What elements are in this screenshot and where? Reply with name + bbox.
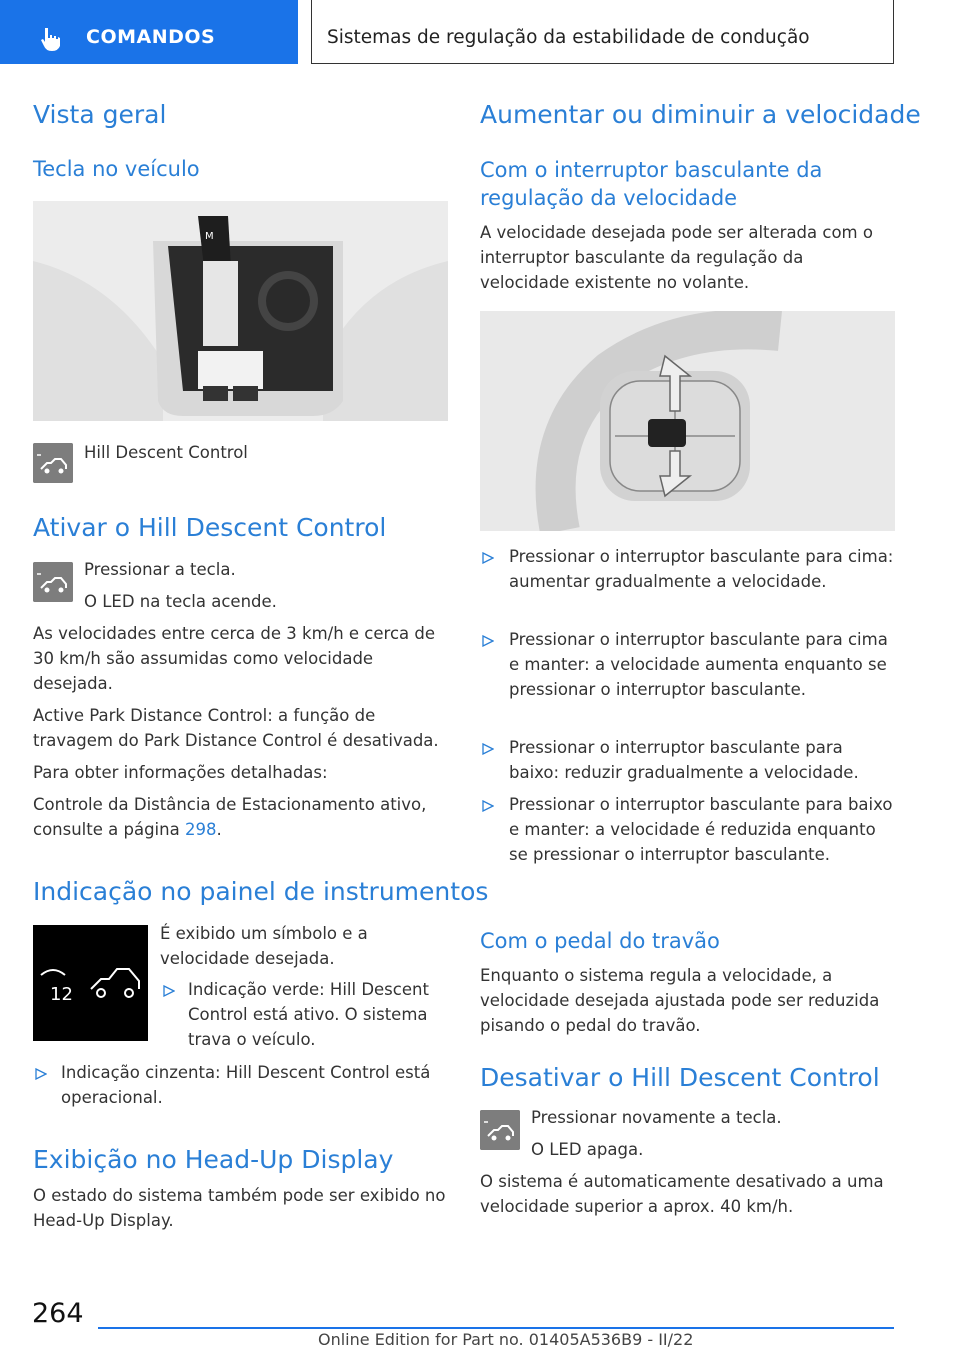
deactivate-step-1: Pressionar novamente a tecla. — [531, 1108, 782, 1127]
button-caption: Hill Descent Control — [84, 443, 248, 462]
section-label: COMANDOS — [86, 26, 216, 48]
cluster-bullet-green: Indicação verde: Hill Descent Control está ativo. O sistema trava o veículo. — [188, 980, 429, 1049]
steering-wheel-image — [480, 311, 895, 531]
bullet-triangle-icon — [35, 1068, 47, 1080]
heading-change-speed: Aumentar ou diminuir a velocidade — [480, 100, 921, 129]
cluster-bullet-grey: Indicação cinzenta: Hill Descent Control está operacional. — [61, 1063, 431, 1107]
rocker-bullet-3: Pressionar o interruptor basculante para baixo: reduzir gradualmente a velocidade. — [509, 738, 859, 782]
activate-paragraph-pdc: Active Park Distance Control: a função de travagem do Park Distance Control é desativada. — [33, 706, 439, 750]
rocker-bullet-2: Pressionar o interruptor basculante para cima e manter: a velocidade aumenta enquanto se pressionar o interruptor basculante. — [509, 630, 888, 699]
bullet-triangle-icon — [482, 635, 494, 647]
svg-text:M: M — [205, 231, 214, 242]
footer-edition: Online Edition for Part no. 01405A536B9 - II/22 — [318, 1330, 694, 1349]
page-298-link[interactable]: 298 — [184, 820, 217, 839]
hill-descent-icon — [480, 1110, 520, 1150]
bullet-triangle-icon — [163, 985, 175, 997]
reference-text: Controle da Distância de Estacionamento ativo, consulte a página — [33, 795, 427, 839]
heading-activate: Ativar o Hill Descent Control — [33, 513, 387, 542]
bullet-triangle-icon — [482, 552, 494, 564]
rocker-bullet-1: Pressionar o interruptor basculante para cima: aumentar gradualmente a velocidade. — [509, 547, 894, 591]
brake-paragraph: Enquanto o sistema regula a velocidade, a velocidade desejada ajustada pode ser reduzida pisando o pedal do travão. — [480, 966, 880, 1035]
activate-paragraph-reference — [33, 792, 448, 842]
bullet-triangle-icon — [482, 743, 494, 755]
cluster-display-image — [33, 925, 148, 1041]
activate-paragraph-info: Para obter informações detalhadas: — [33, 763, 328, 782]
rocker-bullet-4: Pressionar o interruptor basculante para baixo e manter: a velocidade é reduzida enquanto se pressionar o interruptor basculante. — [509, 795, 893, 864]
chapter-title: Sistemas de regulação da estabilidade de condução — [327, 27, 810, 48]
bullet-triangle-icon — [482, 800, 494, 812]
reference-period: . — [216, 820, 222, 839]
activate-step-1: Pressionar a tecla. — [84, 560, 236, 579]
heading-instrument-cluster: Indicação no painel de instrumentos — [33, 877, 489, 906]
rocker-paragraph: A velocidade desejada pode ser alterada com o interruptor basculante da regulação da velocidade existente no volante. — [480, 223, 873, 292]
deactivate-paragraph: O sistema é automaticamente desativado a uma velocidade superior a aprox. 40 km/h. — [480, 1172, 884, 1216]
hand-pointer-icon — [36, 24, 66, 54]
footer-rule — [98, 1327, 894, 1329]
cluster-paragraph: É exibido um símbolo e a velocidade desejada. — [160, 924, 368, 968]
hill-descent-icon — [33, 443, 73, 483]
deactivate-step-2: O LED apaga. — [531, 1140, 644, 1159]
heading-deactivate: Desativar o Hill Descent Control — [480, 1063, 880, 1092]
hill-descent-icon — [33, 562, 73, 602]
cluster-speed: 12 — [50, 984, 73, 1005]
hud-paragraph: O estado do sistema também pode ser exibido no Head-Up Display. — [33, 1186, 446, 1230]
heading-overview: Vista geral — [33, 100, 167, 129]
heading-hud: Exibição no Head-Up Display — [33, 1145, 394, 1174]
activate-step-2: O LED na tecla acende. — [84, 592, 277, 611]
page-number: 264 — [32, 1298, 84, 1329]
heading-brake-pedal: Com o pedal do travão — [480, 929, 720, 953]
activate-paragraph-speeds: As velocidades entre cerca de 3 km/h e cerca de 30 km/h são assumidas como velocidade desejada. — [33, 624, 435, 693]
center-console-image — [33, 201, 448, 421]
heading-rocker-switch: Com o interruptor basculante da regulação da velocidade — [480, 158, 823, 210]
heading-button-in-vehicle: Tecla no veículo — [33, 157, 200, 181]
